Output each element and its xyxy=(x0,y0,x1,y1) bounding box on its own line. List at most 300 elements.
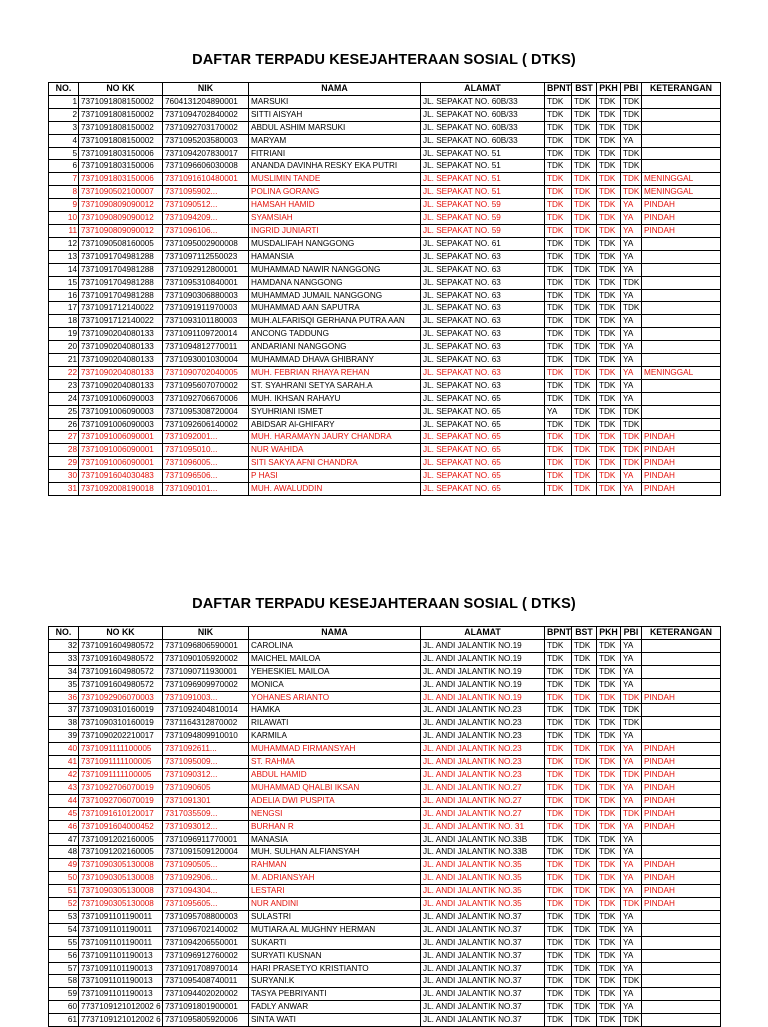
bpnt-cell: TDK xyxy=(545,962,572,975)
bpnt-cell: TDK xyxy=(545,768,572,781)
no-kk-cell: 7371090310160019 xyxy=(79,704,163,717)
pbi-cell: YA xyxy=(621,652,642,665)
no-cell: 27 xyxy=(49,431,79,444)
no-cell: 50 xyxy=(49,872,79,885)
nik-cell: 7371094702840002 xyxy=(163,108,249,121)
bst-cell: TDK xyxy=(572,392,597,405)
no-kk-cell: 7371090202210017 xyxy=(79,730,163,743)
no-kk-cell: 7371091006090003 xyxy=(79,405,163,418)
pkh-cell: TDK xyxy=(597,910,621,923)
pbi-cell: YA xyxy=(621,134,642,147)
no-kk-cell: 7371091604030483 xyxy=(79,470,163,483)
alamat-cell: JL. ANDI JALANTIK NO.37 xyxy=(421,936,545,949)
pbi-cell: YA xyxy=(621,366,642,379)
pkh-cell: TDK xyxy=(597,186,621,199)
bpnt-cell: TDK xyxy=(545,910,572,923)
table-row xyxy=(49,328,721,341)
nik-cell: 7371095009... xyxy=(163,756,249,769)
no-cell: 39 xyxy=(49,730,79,743)
keterangan-cell: PINDAH xyxy=(642,212,721,225)
no-cell: 9 xyxy=(49,199,79,212)
alamat-cell: JL. ANDI JALANTIK NO.37 xyxy=(421,910,545,923)
nama-cell: ST. RAHMA xyxy=(249,756,421,769)
no-kk-cell: 7371090204080133 xyxy=(79,341,163,354)
pkh-cell: TDK xyxy=(597,379,621,392)
bpnt-cell: TDK xyxy=(545,444,572,457)
no-cell: 24 xyxy=(49,392,79,405)
alamat-cell: JL. SEPAKAT NO. 63 xyxy=(421,263,545,276)
nik-cell: 7371091301 xyxy=(163,794,249,807)
nik-cell: 7371164312870002 xyxy=(163,717,249,730)
nik-cell: 7371090105920002 xyxy=(163,652,249,665)
keterangan-cell xyxy=(642,717,721,730)
header-pbi: PBI xyxy=(621,627,642,640)
nama-cell: SULASTRI xyxy=(249,910,421,923)
no-kk-cell: 7371091604000452 xyxy=(79,820,163,833)
no-cell: 42 xyxy=(49,768,79,781)
nama-cell: MUSLIMIN TANDE xyxy=(249,173,421,186)
no-kk-cell: 7371091604980572 xyxy=(79,678,163,691)
pkh-cell: TDK xyxy=(597,276,621,289)
pbi-cell: YA xyxy=(621,341,642,354)
pkh-cell: TDK xyxy=(597,1014,621,1027)
nik-cell: 7371095605... xyxy=(163,898,249,911)
bpnt-cell: TDK xyxy=(545,885,572,898)
keterangan-cell xyxy=(642,134,721,147)
pbi-cell: TDK xyxy=(621,717,642,730)
nama-cell: ANCONG TADDUNG xyxy=(249,328,421,341)
alamat-cell: JL. ANDI JALANTIK NO.35 xyxy=(421,898,545,911)
bst-cell: TDK xyxy=(572,665,597,678)
nik-cell: 7371090101... xyxy=(163,483,249,496)
table-row xyxy=(49,470,721,483)
bst-cell: TDK xyxy=(572,263,597,276)
no-cell: 37 xyxy=(49,704,79,717)
nik-cell: 7604131204890001 xyxy=(163,95,249,108)
pbi-cell: TDK xyxy=(621,898,642,911)
table-row xyxy=(49,366,721,379)
pkh-cell: TDK xyxy=(597,470,621,483)
bst-cell: TDK xyxy=(572,341,597,354)
nama-cell: HAMANSIA xyxy=(249,250,421,263)
bpnt-cell: TDK xyxy=(545,975,572,988)
table-row xyxy=(49,923,721,936)
pkh-cell: TDK xyxy=(597,444,621,457)
alamat-cell: JL. ANDI JALANTIK NO.19 xyxy=(421,665,545,678)
table-row xyxy=(49,250,721,263)
alamat-cell: JL. ANDI JALANTIK NO.37 xyxy=(421,1014,545,1027)
pkh-cell: TDK xyxy=(597,250,621,263)
bst-cell: TDK xyxy=(572,794,597,807)
nik-cell: 7371091509120004 xyxy=(163,846,249,859)
pkh-cell: TDK xyxy=(597,199,621,212)
bpnt-cell: TDK xyxy=(545,807,572,820)
no-cell: 28 xyxy=(49,444,79,457)
nama-cell: MUHAMMAD DHAVA GHIBRANY xyxy=(249,354,421,367)
alamat-cell: JL. ANDI JALANTIK NO.37 xyxy=(421,1001,545,1014)
bst-cell: TDK xyxy=(572,962,597,975)
pbi-cell: TDK xyxy=(621,704,642,717)
alamat-cell: JL. SEPAKAT NO. 63 xyxy=(421,315,545,328)
nik-cell: 7371095308720004 xyxy=(163,405,249,418)
nik-cell: 7371091911970003 xyxy=(163,302,249,315)
header-nama: NAMA xyxy=(249,627,421,640)
nama-cell: MUHAMMAD JUMAIL NANGGONG xyxy=(249,289,421,302)
alamat-cell: JL. ANDI JALANTIK NO.19 xyxy=(421,639,545,652)
pkh-cell: TDK xyxy=(597,885,621,898)
table-row xyxy=(49,859,721,872)
nik-cell: 7371090702040005 xyxy=(163,366,249,379)
bpnt-cell: TDK xyxy=(545,431,572,444)
pkh-cell: TDK xyxy=(597,768,621,781)
header-bst: BST xyxy=(572,83,597,96)
pbi-cell: YA xyxy=(621,470,642,483)
header-alamat: ALAMAT xyxy=(421,627,545,640)
table-row xyxy=(49,781,721,794)
no-cell: 61 xyxy=(49,1014,79,1027)
pkh-cell: TDK xyxy=(597,859,621,872)
keterangan-cell xyxy=(642,160,721,173)
no-cell: 18 xyxy=(49,315,79,328)
bst-cell: TDK xyxy=(572,730,597,743)
table-row xyxy=(49,678,721,691)
alamat-cell: JL. SEPAKAT NO. 60B/33 xyxy=(421,95,545,108)
nik-cell: 7371095203580003 xyxy=(163,134,249,147)
nik-cell: 7371092001... xyxy=(163,431,249,444)
bpnt-cell: TDK xyxy=(545,846,572,859)
bst-cell: TDK xyxy=(572,768,597,781)
bpnt-cell: TDK xyxy=(545,108,572,121)
bst-cell: TDK xyxy=(572,276,597,289)
no-kk-cell: 7371091006090001 xyxy=(79,444,163,457)
bst-cell: TDK xyxy=(572,173,597,186)
no-kk-cell: 7371091803150006 xyxy=(79,173,163,186)
nik-cell: 7371096806590001 xyxy=(163,639,249,652)
no-kk-cell: 7371091006090003 xyxy=(79,418,163,431)
nik-cell: 7371091109720014 xyxy=(163,328,249,341)
keterangan-cell xyxy=(642,923,721,936)
no-kk-cell: 7371091704981288 xyxy=(79,263,163,276)
no-cell: 2 xyxy=(49,108,79,121)
bpnt-cell: TDK xyxy=(545,237,572,250)
no-kk-cell: 7371090305130008 xyxy=(79,859,163,872)
pkh-cell: TDK xyxy=(597,108,621,121)
alamat-cell: JL. SEPAKAT NO. 65 xyxy=(421,418,545,431)
table-row xyxy=(49,289,721,302)
pbi-cell: YA xyxy=(621,833,642,846)
keterangan-cell xyxy=(642,678,721,691)
no-cell: 16 xyxy=(49,289,79,302)
nik-cell: 7371094809910010 xyxy=(163,730,249,743)
nama-cell: MUH. FEBRIAN RHAYA REHAN xyxy=(249,366,421,379)
nik-cell: 7371094304... xyxy=(163,885,249,898)
table-row xyxy=(49,794,721,807)
alamat-cell: JL. ANDI JALANTIK NO.37 xyxy=(421,975,545,988)
nik-cell: 7371090711930001 xyxy=(163,665,249,678)
nama-cell: MUHAMMAD NAWIR NANGGONG xyxy=(249,263,421,276)
dtks-table xyxy=(48,626,721,1027)
table-row xyxy=(49,444,721,457)
pbi-cell: TDK xyxy=(621,108,642,121)
bst-cell: TDK xyxy=(572,781,597,794)
bst-cell: TDK xyxy=(572,354,597,367)
pkh-cell: TDK xyxy=(597,224,621,237)
no-kk-cell: 7371091101190011 xyxy=(79,910,163,923)
nik-cell: 7371096106... xyxy=(163,224,249,237)
nama-cell: CAROLINA xyxy=(249,639,421,652)
alamat-cell: JL. ANDI JALANTIK NO.35 xyxy=(421,859,545,872)
keterangan-cell: PINDAH xyxy=(642,768,721,781)
bpnt-cell: TDK xyxy=(545,988,572,1001)
bst-cell: TDK xyxy=(572,691,597,704)
keterangan-cell xyxy=(642,315,721,328)
bst-cell: TDK xyxy=(572,160,597,173)
bpnt-cell: TDK xyxy=(545,418,572,431)
no-cell: 5 xyxy=(49,147,79,160)
dtks-table xyxy=(48,82,721,496)
bpnt-cell: TDK xyxy=(545,315,572,328)
bpnt-cell: TDK xyxy=(545,730,572,743)
keterangan-cell: PINDAH xyxy=(642,756,721,769)
keterangan-cell xyxy=(642,341,721,354)
table-row xyxy=(49,199,721,212)
pkh-cell: TDK xyxy=(597,936,621,949)
nik-cell: 7371091003... xyxy=(163,691,249,704)
alamat-cell: JL. ANDI JALANTIK NO.23 xyxy=(421,768,545,781)
bst-cell: TDK xyxy=(572,315,597,328)
bst-cell: TDK xyxy=(572,872,597,885)
table-row xyxy=(49,354,721,367)
pkh-cell: TDK xyxy=(597,975,621,988)
nama-cell: P HASI xyxy=(249,470,421,483)
alamat-cell: JL. SEPAKAT NO. 60B/33 xyxy=(421,121,545,134)
no-kk-cell: 7371091101190013 xyxy=(79,988,163,1001)
pkh-cell: TDK xyxy=(597,794,621,807)
keterangan-cell xyxy=(642,639,721,652)
pbi-cell: YA xyxy=(621,885,642,898)
nama-cell: SITTI AISYAH xyxy=(249,108,421,121)
no-cell: 29 xyxy=(49,457,79,470)
keterangan-cell: PINDAH xyxy=(642,224,721,237)
bst-cell: TDK xyxy=(572,483,597,496)
keterangan-cell: PINDAH xyxy=(642,807,721,820)
keterangan-cell xyxy=(642,237,721,250)
nik-cell: 7371090312... xyxy=(163,768,249,781)
bpnt-cell: TDK xyxy=(545,794,572,807)
dtks-section-2 xyxy=(48,594,720,1027)
pkh-cell: TDK xyxy=(597,341,621,354)
pbi-cell: YA xyxy=(621,846,642,859)
bpnt-cell: TDK xyxy=(545,302,572,315)
bst-cell: TDK xyxy=(572,652,597,665)
pbi-cell: TDK xyxy=(621,302,642,315)
nik-cell: 7371093101180003 xyxy=(163,315,249,328)
bst-cell: TDK xyxy=(572,431,597,444)
bpnt-cell: TDK xyxy=(545,263,572,276)
pbi-cell: YA xyxy=(621,743,642,756)
keterangan-cell: PINDAH xyxy=(642,781,721,794)
bst-cell: TDK xyxy=(572,328,597,341)
no-cell: 7 xyxy=(49,173,79,186)
alamat-cell: JL. ANDI JALANTIK NO.27 xyxy=(421,794,545,807)
keterangan-cell xyxy=(642,846,721,859)
table-row xyxy=(49,833,721,846)
no-cell: 47 xyxy=(49,833,79,846)
no-kk-cell: 7371092008190018 xyxy=(79,483,163,496)
bpnt-cell: TDK xyxy=(545,820,572,833)
no-kk-cell: 7371091111100005 xyxy=(79,743,163,756)
pkh-cell: TDK xyxy=(597,160,621,173)
no-cell: 10 xyxy=(49,212,79,225)
nik-cell: 7371095002900008 xyxy=(163,237,249,250)
pbi-cell: TDK xyxy=(621,95,642,108)
bst-cell: TDK xyxy=(572,898,597,911)
nama-cell: SITI SAKYA AFNI CHANDRA xyxy=(249,457,421,470)
nama-cell: SINTA WATI xyxy=(249,1014,421,1027)
bpnt-cell: TDK xyxy=(545,341,572,354)
table-row xyxy=(49,315,721,328)
alamat-cell: JL. SEPAKAT NO. 61 xyxy=(421,237,545,250)
nama-cell: NUR WAHIDA xyxy=(249,444,421,457)
table-row xyxy=(49,147,721,160)
nama-cell: MARYAM xyxy=(249,134,421,147)
no-kk-cell: 7371091808150002 xyxy=(79,121,163,134)
bst-cell: TDK xyxy=(572,108,597,121)
keterangan-cell: MENINGGAL xyxy=(642,173,721,186)
bst-cell: TDK xyxy=(572,134,597,147)
bpnt-cell: TDK xyxy=(545,691,572,704)
nama-cell: ABDUL ASHIM MARSUKI xyxy=(249,121,421,134)
alamat-cell: JL. SEPAKAT NO. 59 xyxy=(421,199,545,212)
keterangan-cell xyxy=(642,95,721,108)
pbi-cell: YA xyxy=(621,936,642,949)
alamat-cell: JL. SEPAKAT NO. 51 xyxy=(421,186,545,199)
pkh-cell: TDK xyxy=(597,95,621,108)
keterangan-cell xyxy=(642,250,721,263)
bst-cell: TDK xyxy=(572,379,597,392)
table-row xyxy=(49,988,721,1001)
pkh-cell: TDK xyxy=(597,652,621,665)
bpnt-cell: TDK xyxy=(545,652,572,665)
bpnt-cell: TDK xyxy=(545,392,572,405)
pkh-cell: TDK xyxy=(597,717,621,730)
keterangan-cell xyxy=(642,405,721,418)
table-row xyxy=(49,730,721,743)
alamat-cell: JL. SEPAKAT NO. 65 xyxy=(421,431,545,444)
table-row xyxy=(49,962,721,975)
bst-cell: TDK xyxy=(572,846,597,859)
table-row xyxy=(49,224,721,237)
pkh-cell: TDK xyxy=(597,820,621,833)
no-cell: 14 xyxy=(49,263,79,276)
nik-cell: 7371096912760002 xyxy=(163,949,249,962)
nik-cell: 7371091708970014 xyxy=(163,962,249,975)
bpnt-cell: TDK xyxy=(545,678,572,691)
pbi-cell: TDK xyxy=(621,768,642,781)
nama-cell: M. ADRIANSYAH xyxy=(249,872,421,885)
pbi-cell: TDK xyxy=(621,444,642,457)
no-cell: 30 xyxy=(49,470,79,483)
nik-cell: 7371092912800001 xyxy=(163,263,249,276)
keterangan-cell xyxy=(642,730,721,743)
nama-cell: SURYANI.K xyxy=(249,975,421,988)
keterangan-cell: PINDAH xyxy=(642,431,721,444)
alamat-cell: JL. ANDI JALANTIK NO.19 xyxy=(421,678,545,691)
table-row xyxy=(49,652,721,665)
no-cell: 51 xyxy=(49,885,79,898)
nik-cell: 7371094207830017 xyxy=(163,147,249,160)
bpnt-cell: TDK xyxy=(545,639,572,652)
nama-cell: FITRIANI xyxy=(249,147,421,160)
bst-cell: TDK xyxy=(572,224,597,237)
bpnt-cell: TDK xyxy=(545,173,572,186)
pbi-cell: YA xyxy=(621,289,642,302)
no-cell: 21 xyxy=(49,354,79,367)
pbi-cell: TDK xyxy=(621,147,642,160)
header-bpnt: BPNT xyxy=(545,83,572,96)
keterangan-cell xyxy=(642,147,721,160)
alamat-cell: JL. ANDI JALANTIK NO.27 xyxy=(421,781,545,794)
keterangan-cell: PINDAH xyxy=(642,794,721,807)
table-row xyxy=(49,949,721,962)
bst-cell: TDK xyxy=(572,418,597,431)
pkh-cell: TDK xyxy=(597,392,621,405)
no-kk-cell: 7371092906070003 xyxy=(79,691,163,704)
no-cell: 52 xyxy=(49,898,79,911)
pbi-cell: YA xyxy=(621,639,642,652)
pbi-cell: YA xyxy=(621,354,642,367)
alamat-cell: JL. ANDI JALANTIK NO.33B xyxy=(421,833,545,846)
no-kk-cell: 7371090305130008 xyxy=(79,872,163,885)
pbi-cell: YA xyxy=(621,328,642,341)
nama-cell: MUSDALIFAH NANGGONG xyxy=(249,237,421,250)
pkh-cell: TDK xyxy=(597,457,621,470)
no-kk-cell: 7371091712140022 xyxy=(79,302,163,315)
bst-cell: TDK xyxy=(572,199,597,212)
no-kk-cell: 7371091712140022 xyxy=(79,315,163,328)
pkh-cell: TDK xyxy=(597,949,621,962)
bst-cell: TDK xyxy=(572,366,597,379)
nik-cell: 7371092703170002 xyxy=(163,121,249,134)
alamat-cell: JL. SEPAKAT NO. 60B/33 xyxy=(421,108,545,121)
no-cell: 22 xyxy=(49,366,79,379)
bpnt-cell: TDK xyxy=(545,717,572,730)
pkh-cell: TDK xyxy=(597,743,621,756)
bst-cell: TDK xyxy=(572,704,597,717)
table-row xyxy=(49,108,721,121)
alamat-cell: JL. SEPAKAT NO. 51 xyxy=(421,147,545,160)
nama-cell: TASYA PEBRIYANTI xyxy=(249,988,421,1001)
alamat-cell: JL. ANDI JALANTIK NO.23 xyxy=(421,756,545,769)
nik-cell: 7371091610480001 xyxy=(163,173,249,186)
no-cell: 12 xyxy=(49,237,79,250)
header-nama: NAMA xyxy=(249,83,421,96)
nik-cell: 7371096005... xyxy=(163,457,249,470)
no-kk-cell: 7371091006090003 xyxy=(79,392,163,405)
pbi-cell: YA xyxy=(621,678,642,691)
keterangan-cell xyxy=(642,121,721,134)
header-no: NO. xyxy=(49,83,79,96)
bst-cell: TDK xyxy=(572,444,597,457)
header-pkh: PKH xyxy=(597,83,621,96)
nama-cell: POLINA GORANG xyxy=(249,186,421,199)
pkh-cell: TDK xyxy=(597,328,621,341)
no-cell: 19 xyxy=(49,328,79,341)
nik-cell: 7371096702140002 xyxy=(163,923,249,936)
bpnt-cell: TDK xyxy=(545,483,572,496)
table-row xyxy=(49,872,721,885)
no-cell: 1 xyxy=(49,95,79,108)
